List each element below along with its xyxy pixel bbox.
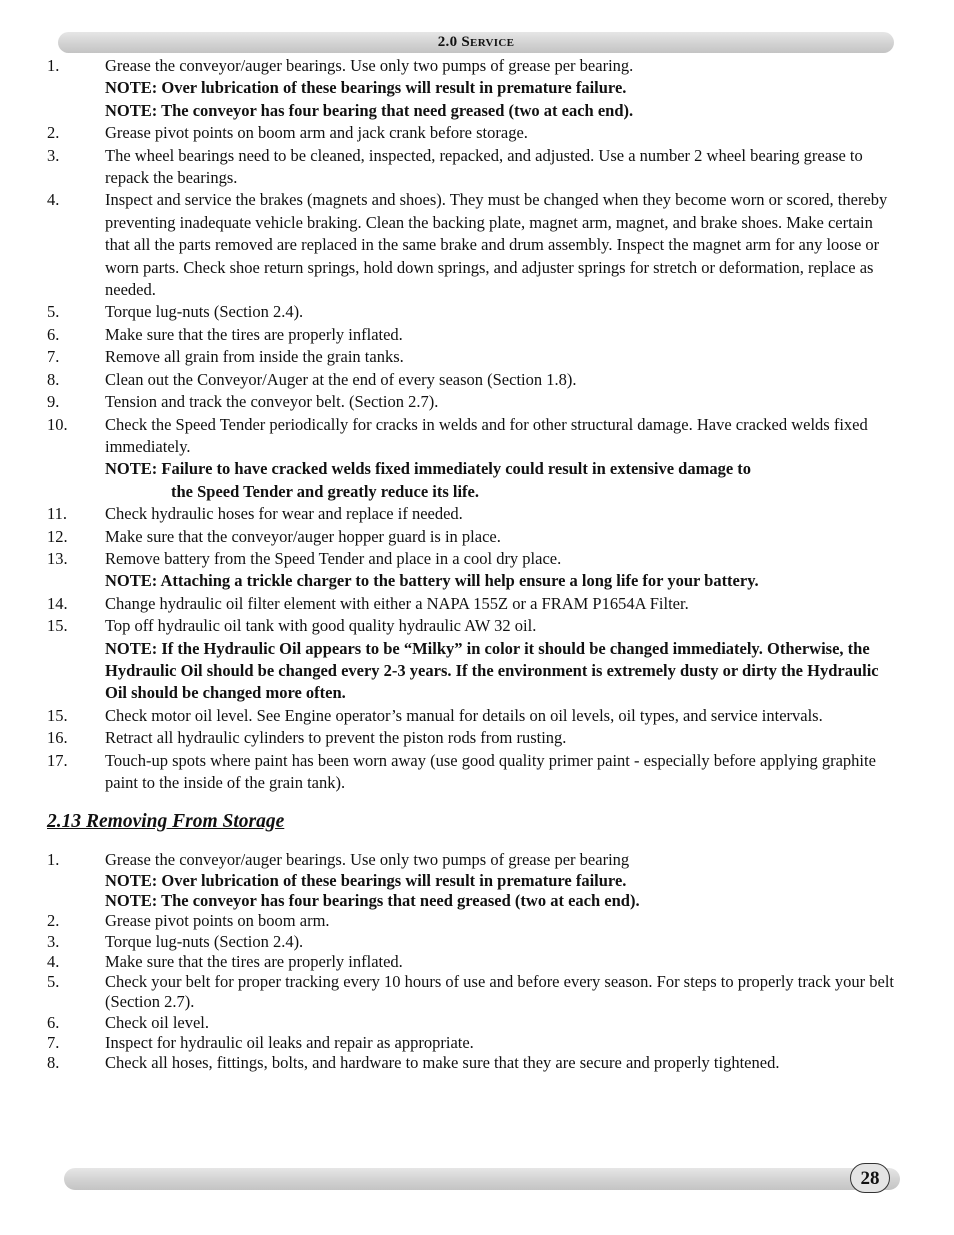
item-text: Grease pivot points on boom arm and jack crank before storage.: [105, 123, 528, 143]
item-text: Check the Speed Tender periodically for cracks in welds and for other structural damage. Have cracked welds fixed immediately.: [105, 414, 868, 456]
list-item: [47, 705, 897, 727]
list-item: [47, 391, 897, 413]
item-number: 7.: [47, 347, 60, 367]
item-text: Check oil level.: [105, 1012, 210, 1032]
item-text: Make sure that the conveyor/auger hopper guard is in place.: [105, 526, 501, 546]
item-number: 4.: [47, 951, 60, 971]
list-item: [47, 911, 897, 931]
item-text: Check motor oil level. See Engine operator’s manual for details on oil levels, oil types, and service intervals.: [105, 705, 823, 725]
item-text: Remove all grain from inside the grain tanks.: [105, 347, 404, 367]
item-number: 15.: [47, 616, 68, 636]
list-item: [47, 932, 897, 952]
item-number: 15.: [47, 705, 68, 725]
storage-removal-list: [47, 850, 897, 1073]
item-number: 6.: [47, 1012, 60, 1032]
list-item: [47, 346, 897, 368]
note-continuation: the Speed Tender and greatly reduce its life.: [171, 481, 480, 501]
list-item: [47, 301, 897, 323]
item-number: 8.: [47, 1053, 60, 1073]
note: NOTE: The conveyor has four bearing that need greased (two at each end).: [105, 100, 634, 120]
list-item: [47, 615, 897, 637]
list-item: [47, 526, 897, 548]
list-item: [47, 727, 897, 749]
maintenance-list: [47, 55, 897, 794]
item-number: 16.: [47, 728, 68, 748]
item-text: Retract all hydraulic cylinders to prevent the piston rods from rusting.: [105, 728, 567, 748]
list-item: [47, 1013, 897, 1033]
item-text: Inspect for hydraulic oil leaks and repair as appropriate.: [105, 1033, 474, 1053]
note: NOTE: Failure to have cracked welds fixed immediately could result in extensive damage to: [105, 459, 752, 479]
list-item: [47, 189, 897, 301]
note: NOTE: Over lubrication of these bearings will result in premature failure.: [105, 870, 627, 890]
footer-bar: [64, 1168, 900, 1190]
section-heading: 2.13 Removing From Storage: [47, 811, 285, 833]
list-item: [47, 1033, 897, 1053]
item-text: The wheel bearings need to be cleaned, inspected, repacked, and adjusted. Use a number 2 wheel bearing grease to repack the bearings.: [105, 145, 863, 188]
list-item: [47, 122, 897, 144]
item-text: Tension and track the conveyor belt. (Section 2.7).: [105, 392, 439, 412]
header-bar: [58, 32, 894, 53]
header-title: 2.0 Service: [437, 34, 515, 50]
list-item: [47, 145, 897, 190]
item-text: Clean out the Conveyor/Auger at the end of every season (Section 1.8).: [105, 369, 577, 389]
item-number: 6.: [47, 324, 60, 344]
item-number: 14.: [47, 593, 68, 613]
list-item: [47, 750, 897, 795]
item-number: 3.: [47, 145, 60, 165]
item-text: Check all hoses, fittings, bolts, and hardware to make sure that they are secure and properly tightened.: [105, 1053, 780, 1073]
item-text: Check your belt for proper tracking every 10 hours of use and before every season. For steps to properly track your belt (Section 2.7).: [105, 972, 895, 1012]
item-text: Top off hydraulic oil tank with good quality hydraulic AW 32 oil.: [105, 616, 537, 636]
item-number: 1.: [47, 850, 60, 870]
item-text: Torque lug-nuts (Section 2.4).: [105, 931, 304, 951]
item-number: 5.: [47, 972, 60, 992]
list-item: [47, 369, 897, 391]
item-number: 3.: [47, 931, 60, 951]
list-item: [47, 548, 897, 570]
item-text: Make sure that the tires are properly inflated.: [105, 951, 403, 971]
page-number: 28: [850, 1163, 890, 1193]
note: NOTE: Attaching a trickle charger to the battery will help ensure a long life for your battery.: [105, 571, 759, 591]
list-item: [47, 414, 897, 459]
item-text: Check hydraulic hoses for wear and replace if needed.: [105, 504, 463, 524]
item-text: Remove battery from the Speed Tender and place in a cool dry place.: [105, 548, 562, 568]
page-content: [47, 55, 897, 1074]
note: NOTE: Over lubrication of these bearings will result in premature failure.: [105, 78, 627, 98]
item-number: 2.: [47, 123, 60, 143]
list-item: [47, 850, 897, 870]
list-item: [47, 972, 897, 1013]
item-number: 11.: [47, 504, 68, 524]
item-text: Touch-up spots where paint has been worn away (use good quality primer paint - especially before applying graphite paint to the inside of the grain tank).: [105, 750, 876, 792]
item-number: 17.: [47, 750, 68, 770]
item-number: 7.: [47, 1033, 60, 1053]
item-number: 13.: [47, 548, 68, 568]
item-text: Change hydraulic oil filter element with either a NAPA 155Z or a FRAM P1654A Filter.: [105, 593, 689, 613]
list-item: [47, 952, 897, 972]
list-item: [47, 324, 897, 346]
item-text: Inspect and service the brakes (magnets and shoes). They must be changed when they become worn or scored, thereby preventing inadequate vehicle braking. Clean the backing plate, magnet arm, magnet, and brake shoes. Make certain that all the parts removed are replaced in the same brake and drum assembly. Inspect the magnet arm for any loose or worn parts. Check shoe return springs, hold down springs, and adjuster springs for stretch or deformation, replace as needed.: [105, 190, 888, 300]
list-item: [47, 503, 897, 525]
item-number: 8.: [47, 369, 60, 389]
item-text: Grease the conveyor/auger bearings. Use only two pumps of grease per bearing: [105, 850, 630, 870]
list-item: [47, 55, 897, 77]
item-number: 12.: [47, 526, 68, 546]
list-item: [47, 593, 897, 615]
note: NOTE: The conveyor has four bearings that need greased (two at each end).: [105, 891, 640, 910]
item-number: 4.: [47, 190, 60, 210]
item-text: Grease pivot points on boom arm.: [105, 911, 330, 931]
item-text: Make sure that the tires are properly inflated.: [105, 324, 403, 344]
item-number: 5.: [47, 302, 60, 322]
item-number: 10.: [47, 414, 68, 434]
item-number: 2.: [47, 911, 60, 931]
item-number: 9.: [47, 392, 60, 412]
item-text: Torque lug-nuts (Section 2.4).: [105, 302, 304, 322]
list-item: [47, 1053, 897, 1073]
item-number: 1.: [47, 56, 60, 75]
note: NOTE: If the Hydraulic Oil appears to be “Milky” in color it should be changed immediately. Otherwise, the Hydraulic Oil should be changed every 2-3 years. If the environment is extremely dusty or dirty the Hydraulic Oil should be changed more often.: [105, 638, 879, 703]
item-text: Grease the conveyor/auger bearings. Use only two pumps of grease per bearing.: [105, 56, 634, 75]
